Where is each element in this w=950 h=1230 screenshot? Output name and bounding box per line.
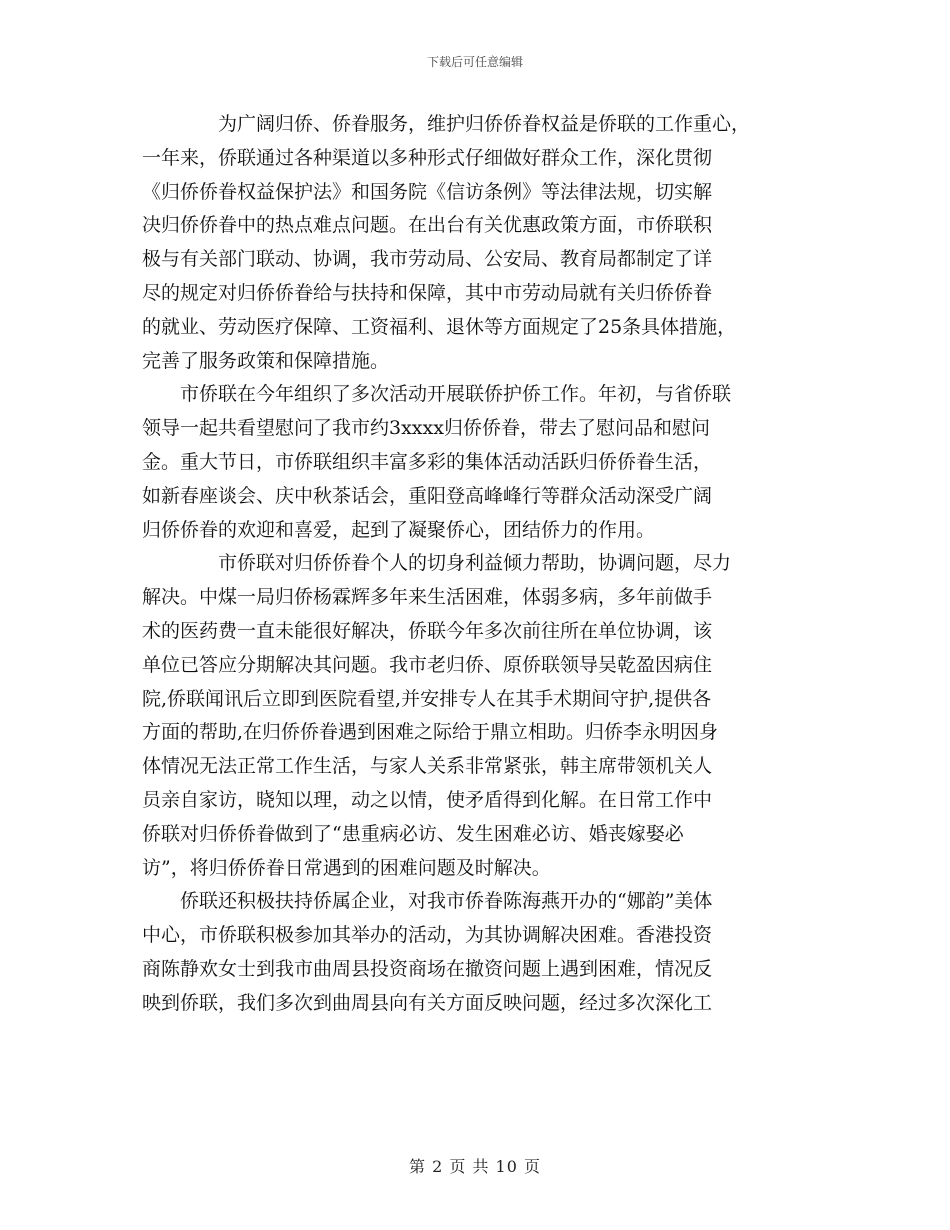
text-line: 解决。中煤一局归侨杨霖辉多年来生活困难，体弱多病，多年前做手 [142, 586, 713, 609]
text-line: 市侨联对归侨侨眷个人的切身利益倾力帮助，协调问题，尽力 [218, 552, 732, 575]
text-line: 单位已答应分期解决其问题。我市老归侨、原侨联领导吴乾盈因病住 [142, 653, 713, 676]
page-footer: 第 2 页 共 10 页 [409, 1157, 541, 1176]
text-line: 映到侨联，我们多次到曲周县向有关方面反映问题，经过多次深化工 [142, 991, 713, 1014]
text-line: 金。重大节日，市侨联组织丰富多彩的集体活动活跃归侨侨眷生活， [142, 450, 713, 473]
text-line: 院,侨联闻讯后立即到医院看望,并安排专人在其手术期间守护,提供各 [142, 687, 712, 710]
text-line: 极与有关部门联动、协调，我市劳动局、公安局、教育局都制定了详 [142, 248, 713, 271]
text-line: 侨联还积极扶持侨属企业，对我市侨眷陈海燕开办的“娜韵”美体 [180, 890, 713, 913]
text-line: 商陈静欢女士到我市曲周县投资商场在撤资问题上遇到困难，情况反 [142, 957, 713, 980]
text-line: 员亲自家访，晓知以理，动之以情，使矛盾得到化解。在日常工作中 [142, 788, 713, 811]
text-line: 决归侨侨眷中的热点难点问题。在出台有关优惠政策方面，市侨联积 [142, 214, 713, 237]
text-line: 如新春座谈会、庆中秋茶话会，重阳登高峰峰行等群众活动深受广阔 [142, 484, 713, 507]
text-line: 尽的规定对归侨侨眷给与扶持和保障，其中市劳动局就有关归侨侨眷 [142, 281, 713, 304]
text-line: 市侨联在今年组织了多次活动开展联侨护侨工作。年初，与省侨联 [180, 383, 732, 406]
text-line: 中心，市侨联积极参加其举办的活动，为其协调解决困难。香港投资 [142, 924, 713, 947]
text-line: 访”，将归侨侨眷日常遇到的困难问题及时解决。 [142, 856, 551, 879]
text-line: 归侨侨眷的欢迎和喜爱，起到了凝聚侨心，团结侨力的作用。 [142, 518, 656, 541]
text-line: 术的医药费一直未能很好解决，侨联今年多次前往所在单位协调，该 [142, 619, 713, 642]
text-line: 领导一起共看望慰问了我市约3xxxx归侨侨眷，带去了慰问品和慰问 [142, 417, 710, 440]
page-header: 下载后可任意编辑 [426, 55, 523, 69]
text-line: 体情况无法正常工作生活，与家人关系非常紧张，韩主席带领机关人 [142, 755, 713, 778]
text-line: 为广阔归侨、侨眷服务，维护归侨侨眷权益是侨联的工作重心， [218, 113, 751, 135]
text-line: 的就业、劳动医疗保障、工资福利、退休等方面规定了25条具体措施， [142, 315, 737, 338]
text-line: 完善了服务政策和保障措施。 [142, 349, 390, 372]
document-body [142, 108, 817, 1021]
text-line: 方面的帮助,在归侨侨眷遇到困难之际给于鼎立相助。归侨李永明因身 [142, 721, 719, 744]
text-line: 一年来，侨联通过各种渠道以多种形式仔细做好群众工作，深化贯彻 [142, 146, 713, 169]
text-line: 《归侨侨眷权益保护法》和国务院《信访条例》等法律法规，切实解 [142, 180, 713, 203]
text-line: 侨联对归侨侨眷做到了“患重病必访、发生困难必访、婚丧嫁娶必 [142, 822, 684, 845]
